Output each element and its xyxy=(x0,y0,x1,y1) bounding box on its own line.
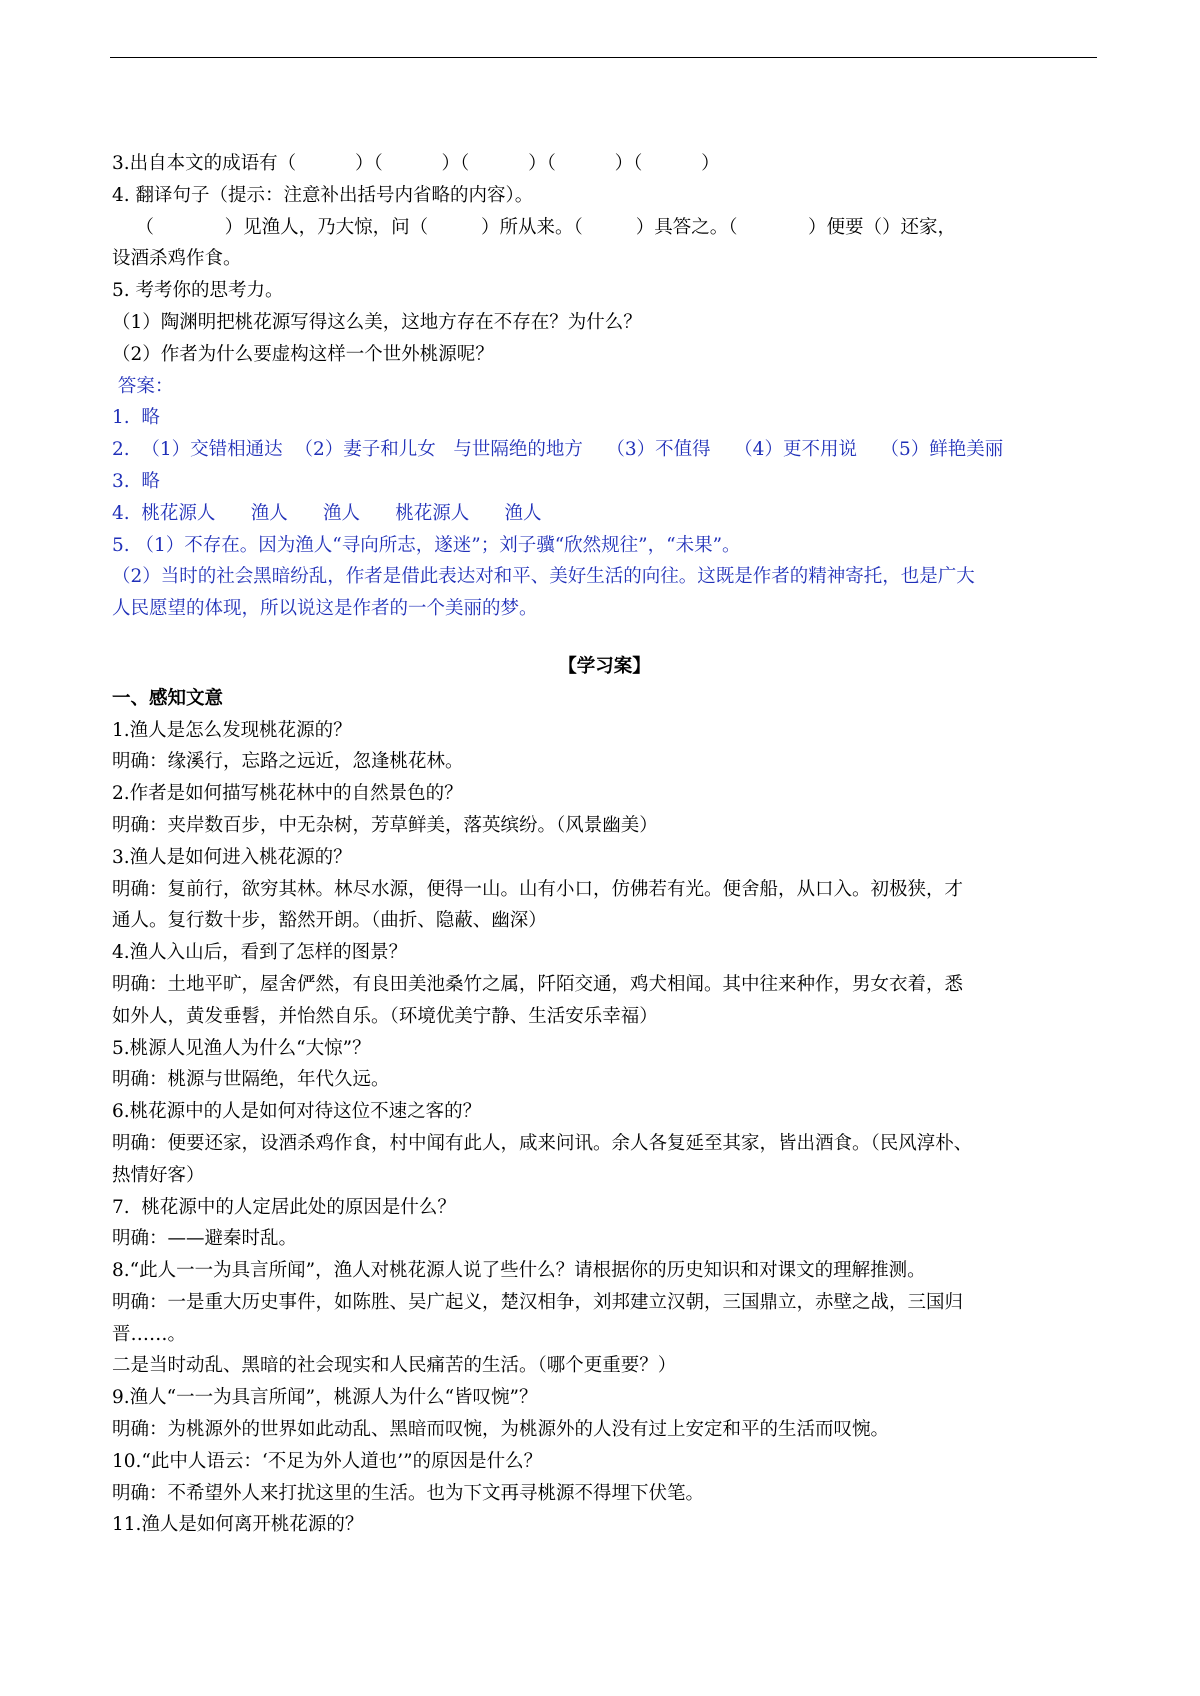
study-line: 明确：夹岸数百步，中无杂树，芳草鲜美，落英缤纷。（风景幽美） xyxy=(112,814,658,836)
study-line: 晋……。 xyxy=(112,1323,187,1345)
question-5: 5. 考考你的思考力。 xyxy=(112,280,284,302)
study-line: 2.作者是如何描写桃花林中的自然景色的？ xyxy=(112,783,463,805)
study-line: 明确：缘溪行，忘路之远近，忽逢桃花林。 xyxy=(112,751,464,773)
answer-3: 3. 略 xyxy=(112,470,160,492)
study-line: 9.渔人“一一为具言所闻”，桃源人为什么“皆叹惋”？ xyxy=(112,1387,538,1409)
study-line: 明确：不希望外人来打扰这里的生活。也为下文再寻桃源不得埋下伏笔。 xyxy=(112,1482,705,1504)
study-line: 4.渔人入山后，看到了怎样的图景？ xyxy=(112,942,408,964)
section-heading: 一、感知文意 xyxy=(112,687,224,709)
answer-2: 2. （1）交错相通达 （2）妻子和儿女 与世隔绝的地方 （3）不值得 （4）更不用说 （5）鲜艳美丽 xyxy=(112,439,1004,461)
study-line: 明确：桃源与世隔绝，年代久远。 xyxy=(112,1069,390,1091)
question-5-part-1: （1）陶渊明把桃花源写得这么美，这地方存在不存在？为什么？ xyxy=(112,311,642,333)
question-4-sentence-cont: 设酒杀鸡作食。 xyxy=(112,248,242,270)
study-lines xyxy=(112,715,1097,1542)
study-line: 1.渔人是怎么发现桃花源的？ xyxy=(112,719,352,741)
question-4: 4. 翻译句子（提示：注意补出括号内省略的内容）。 xyxy=(112,184,534,206)
question-5-part-2: （2）作者为什么要虚构这样一个世外桃源呢？ xyxy=(112,343,494,365)
study-line: 6.桃花源中的人是如何对待这位不速之客的？ xyxy=(112,1101,482,1123)
study-line: 二是当时动乱、黑暗的社会现实和人民痛苦的生活。（哪个更重要？） xyxy=(112,1355,677,1377)
study-line: 明确：土地平旷，屋舍俨然，有良田美池桑竹之属，阡陌交通，鸡犬相闻。其中往来种作，男女衣着，悉 xyxy=(112,973,964,995)
study-line: 明确：——避秦时乱。 xyxy=(112,1228,298,1250)
study-line: 明确：便要还家，设酒杀鸡作食，村中闻有此人，咸来问讯。余人各复延至其家，皆出酒食。（民风淳朴、 xyxy=(112,1132,973,1154)
answer-5-part-2-cont: 人民愿望的体现，所以说这是作者的一个美丽的梦。 xyxy=(112,598,538,620)
document-body xyxy=(112,148,1097,1541)
question-4-sentence: （ ）见渔人，乃大惊，问（ ）所从来。（ ）具答之。（ ）便要（）还家， xyxy=(112,216,957,238)
study-line: 热情好客） xyxy=(112,1164,205,1186)
study-line: 8.“此人一一为具言所闻”，渔人对桃花源人说了些什么？请根据你的历史知识和对课文的理解推测。 xyxy=(112,1260,926,1282)
study-line: 3.渔人是如何进入桃花源的？ xyxy=(112,846,352,868)
study-line: 如外人，黄发垂髫，并怡然自乐。（环境优美宁静、生活安乐幸福） xyxy=(112,1005,658,1027)
study-line: 7. 桃花源中的人定居此处的原因是什么？ xyxy=(112,1196,456,1218)
answers-heading: 答案： xyxy=(112,375,174,397)
question-3: 3.出自本文的成语有（ ）（ ）（ ）（ ）（ ） xyxy=(112,153,720,174)
study-line: 明确：一是重大历史事件，如陈胜、吴广起义，楚汉相争，刘邦建立汉朝，三国鼎立，赤壁之战，三国归 xyxy=(112,1291,964,1313)
header-rule xyxy=(110,57,1097,58)
study-line: 10.“此中人语云：‘不足为外人道也’”的原因是什么？ xyxy=(112,1450,543,1472)
study-line: 明确：复前行，欲穷其林。林尽水源，便得一山。山有小口，仿佛若有光。便舍船，从口入。初极狭，才 xyxy=(112,878,964,900)
study-line: 11.渔人是如何离开桃花源的？ xyxy=(112,1514,364,1536)
answer-1: 1. 略 xyxy=(112,407,160,429)
study-line: 通人。复行数十步，豁然开朗。（曲折、隐蔽、幽深） xyxy=(112,910,547,932)
answer-5-part-2: （2）当时的社会黑暗纷乱，作者是借此表达对和平、美好生活的向往。这既是作者的精神寄托，也是广大 xyxy=(112,566,975,588)
answer-4: 4. 桃花源人 渔人 渔人 桃花源人 渔人 xyxy=(112,502,542,524)
answer-5-part-1: 5. （1）不存在。因为渔人“寻向所志，遂迷”；刘子骥“欣然规往”，“未果”。 xyxy=(112,534,741,556)
study-line: 明确：为桃源外的世界如此动乱、黑暗而叹惋，为桃源外的人没有过上安定和平的生活而叹惋。 xyxy=(112,1419,890,1441)
section-title: 【学习案】 xyxy=(558,655,651,677)
study-line: 5.桃源人见渔人为什么“大惊”？ xyxy=(112,1037,371,1059)
